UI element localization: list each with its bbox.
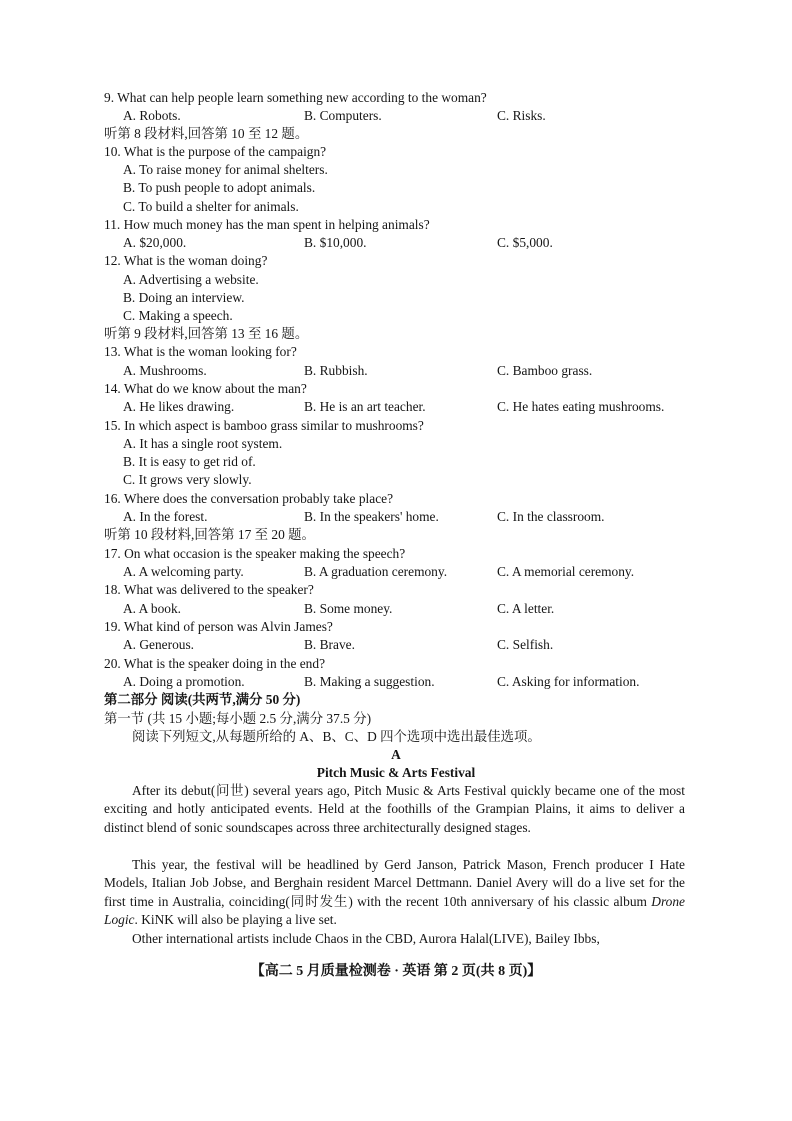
option-10b: B. To push people to adopt animals. — [123, 180, 316, 195]
option-20c: C. Asking for information. — [497, 674, 640, 689]
option-20b: B. Making a suggestion. — [304, 674, 435, 689]
question-10: 10. What is the purpose of the campaign? — [104, 144, 327, 159]
option-16b: B. In the speakers' home. — [304, 509, 439, 524]
option-11b: B. $10,000. — [304, 235, 367, 250]
option-16a: A. In the forest. — [123, 509, 208, 524]
question-20: 20. What is the speaker doing in the end? — [104, 656, 326, 671]
option-13a: A. Mushrooms. — [123, 363, 207, 378]
option-17c: C. A memorial ceremony. — [497, 564, 635, 579]
option-12c: C. Making a speech. — [123, 308, 233, 323]
question-19: 19. What kind of person was Alvin James? — [104, 619, 333, 634]
option-11c: C. $5,000. — [497, 235, 553, 250]
option-15c: C. It grows very slowly. — [123, 472, 252, 487]
section-header-10: 听第 10 段材料,回答第 17 至 20 题。 — [104, 527, 315, 542]
option-18b: B. Some money. — [304, 601, 393, 616]
section-header-9: 听第 9 段材料,回答第 13 至 16 题。 — [104, 326, 309, 341]
option-13c: C. Bamboo grass. — [497, 363, 593, 378]
option-10c: C. To build a shelter for animals. — [123, 199, 299, 214]
question-14: 14. What do we know about the man? — [104, 381, 307, 396]
option-12a: A. Advertising a website. — [123, 272, 259, 287]
option-9c: C. Risks. — [497, 108, 546, 123]
option-13b: B. Rubbish. — [304, 363, 368, 378]
option-14b: B. He is an art teacher. — [304, 399, 426, 414]
page-footer: 【高二 5 月质量检测卷 · 英语 第 2 页(共 8 页)】 — [250, 964, 542, 979]
option-19a: A. Generous. — [123, 637, 195, 652]
paragraph-2-text-a: This year, the festival will be headlined by Gerd Janson, Patrick Mason, French producer I Hate Models, Italian Job Jobse, and Berghain resident Marcel Dettmann. Daniel Avery will do a live set for the first time in Australia, coinciding(同时发生) with the recent 10th anniversary of his classic album — [104, 857, 685, 909]
question-16: 16. Where does the conversation probably take place? — [104, 491, 394, 506]
option-14a: A. He likes drawing. — [123, 399, 235, 414]
question-12: 12. What is the woman doing? — [104, 253, 268, 268]
option-18a: A. A book. — [123, 601, 182, 616]
question-18: 18. What was delivered to the speaker? — [104, 582, 314, 597]
option-19c: C. Selfish. — [497, 637, 554, 652]
option-17b: B. A graduation ceremony. — [304, 564, 448, 579]
passage-paragraph-1: After its debut(问世) several years ago, Pitch Music & Arts Festival quickly became one of the most exciting and hotly anticipated events. Held at the foothills of the Grampian Plains, it aims to deliver a distinct blend of sonic soundscapes across three architecturally designed stages. — [104, 783, 685, 835]
option-20a: A. Doing a promotion. — [123, 674, 245, 689]
option-16c: C. In the classroom. — [497, 509, 605, 524]
section1-heading: 第一节 (共 15 小题;每小题 2.5 分,满分 37.5 分) — [104, 711, 372, 726]
option-12b: B. Doing an interview. — [123, 290, 245, 305]
option-15a: A. It has a single root system. — [123, 436, 283, 451]
option-10a: A. To raise money for animal shelters. — [123, 162, 328, 177]
passage-title: Pitch Music & Arts Festival — [316, 765, 476, 780]
option-9a: A. Robots. — [123, 108, 181, 123]
option-15b: B. It is easy to get rid of. — [123, 454, 256, 469]
passage-paragraph-2 — [104, 856, 685, 930]
question-17: 17. On what occasion is the speaker making the speech? — [104, 546, 406, 561]
option-11a: A. $20,000. — [123, 235, 187, 250]
album-title: Drone Logic — [104, 893, 685, 928]
paragraph-2-text-b: . KiNK will also be playing a live set. — [134, 912, 337, 928]
part2-heading: 第二部分 阅读(共两节,满分 50 分) — [104, 692, 301, 707]
question-11: 11. How much money has the man spent in helping animals? — [104, 217, 430, 232]
option-19b: B. Brave. — [304, 637, 355, 652]
reading-instruction: 阅读下列短文,从每题所给的 A、B、C、D 四个选项中选出最佳选项。 — [132, 729, 541, 744]
question-9: 9. What can help people learn something new according to the woman? — [104, 90, 487, 105]
question-13: 13. What is the woman looking for? — [104, 344, 297, 359]
passage-letter: A — [391, 747, 401, 762]
option-14c: C. He hates eating mushrooms. — [497, 399, 665, 414]
option-18c: C. A letter. — [497, 601, 555, 616]
option-17a: A. A welcoming party. — [123, 564, 244, 579]
section-header-8: 听第 8 段材料,回答第 10 至 12 题。 — [104, 126, 309, 141]
passage-paragraph-3: Other international artists include Chaos in the CBD, Aurora Halal(LIVE), Bailey Ibbs, — [132, 931, 600, 946]
question-15: 15. In which aspect is bamboo grass similar to mushrooms? — [104, 418, 424, 433]
option-9b: B. Computers. — [304, 108, 382, 123]
